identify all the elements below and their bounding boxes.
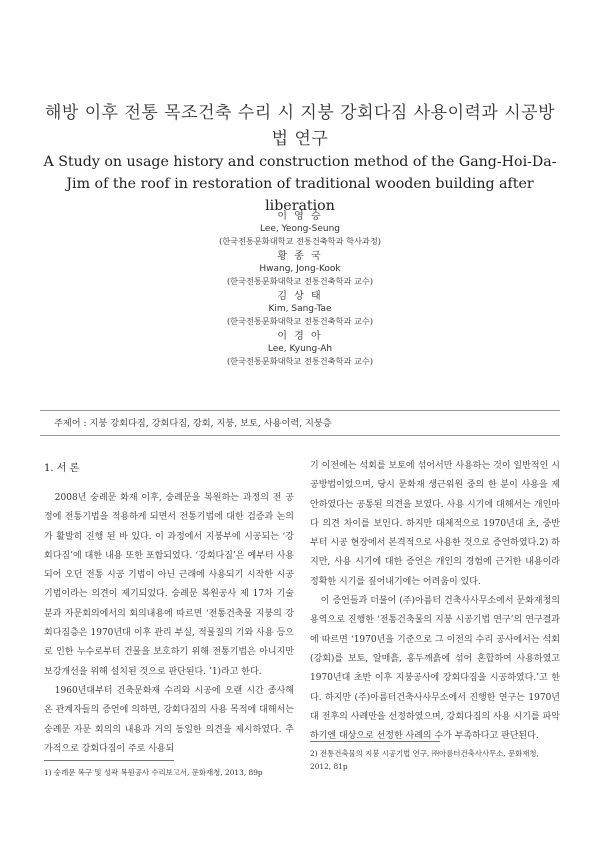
footnote-divider bbox=[310, 741, 440, 742]
author-name-english: Lee, Yeong-Seung bbox=[259, 224, 341, 234]
section-heading: 1. 서 론 bbox=[44, 463, 80, 474]
author-name-korean: 황 종 국 bbox=[277, 251, 323, 262]
keywords: 주제어 : 지붕 강회다짐, 강회다짐, 강회, 지붕, 보토, 사용이력, 지붕층 bbox=[40, 410, 560, 436]
body-paragraph: 기 이전에는 석회를 보토에 섞어서만 사용하는 것이 일반적인 시공방법이었으며, 당시 문화재 생근위원 중의 한 분이 사용을 제안하였다는 공통된 의견을 보였다. 사용 시기에 대해서는 개인마다 의견 차이를 보인다. 하지만 대체적으로 1970년대 초, 중반부터 시공 현장에서 본격적으로 사용한 것으로 증언하였다.2) 하지만, 사용 시기에 대한 증언은 개인의 경험에 근거한 내용이라 정확한 시기를 짚어내기에는 어려움이 있다. bbox=[310, 461, 560, 587]
footnote: 1) 숭례문 복구 및 성곽 복원공사 수리보고서, 문화재청, 2013, 89p bbox=[44, 768, 263, 777]
author-name-korean: 이 경 아 bbox=[277, 331, 323, 342]
author-name-korean: 이 영 승 bbox=[277, 211, 323, 222]
author-affiliation: (한국전통문화대학교 전통건축학과 교수) bbox=[226, 316, 374, 326]
author bbox=[100, 250, 500, 287]
author-name-english: Lee, Kyung-Ah bbox=[267, 344, 333, 354]
author-name-english: Kim, Sang-Tae bbox=[268, 304, 332, 314]
author bbox=[100, 210, 500, 247]
body-paragraph: 이 증언들과 더불어 (주)아름터 건축사사무소에서 문화재청의 용역으로 진행한 ‘전통건축물의 지붕 시공기법 연구’의 연구결과에 따르면 ‘1970년을 기준으로 그 이전의 수리 공사에서는 석회(강회)를 보토, 알매흙, 홍두깨흙에 섞어 혼합하여 사용하였고 1970년대 초반 이후 지붕공사에 강회다짐을 시공하였다.’고 한다. 하지만 (주)아름터건축사사무소에서 진행한 연구는 1970년대 전후의 사례만을 선정하였으며, 강회다짐의 사용 시기를 파악하기엔 대상으로 선정한 사례의 수가 부족하다고 판단된다. bbox=[310, 596, 560, 742]
author-affiliation: (한국전통문화대학교 전통건축학과 학사과정) bbox=[219, 236, 381, 246]
korean-title: 해방 이후 전통 목조건축 수리 시 지붕 강회다짐 사용이력과 시공방법 연구 bbox=[44, 103, 556, 149]
author bbox=[100, 290, 500, 327]
body-paragraph: 2008년 숭례문 화재 이후, 숭례문을 복원하는 과정의 전 공정에 전통기법을 적용하게 되면서 전통기법에 대한 검증과 논의가 활발히 진행 된 바 있다. 이 과정에서 지붕부에 시공되는 ‘강회다짐’에 대한 내용 또한 포함되었다. ‘강회다짐’은 예부터 사용되어 오던 전통 시공 기법이 아닌 근래에 사용되기 시작한 시공기법이라는 의견이 제기되었다. 숭례문 복원공사 제 17차 기술분과 자문회의에서의 회의내용에 따르면 ‘전통건축물 지붕의 강회다짐층은 1970년대 이후 관리 부실, 적물질의 기와 사용 등으로 인한 누수로부터 건물을 보호하기 위해 전통기법은 아니지만 보강개선을 위해 설치된 것으로 판단된다. ’1)라고 한다. bbox=[44, 493, 294, 677]
left-column bbox=[44, 461, 294, 759]
author bbox=[100, 330, 500, 367]
footnote: 2) 전통건축물의 지붕 시공기법 연구, ㈜아름터건축사사무소, 문화재청, 2012, 81p bbox=[310, 749, 539, 771]
author-list bbox=[100, 210, 500, 370]
body-paragraph: 1960년대부터 건축문화재 수리와 시공에 오랜 시간 종사해온 관계자들의 증언에 의하면, 강회다짐의 사용 목적에 대해서는 숭례문 자문 회의의 내용과 거의 동일한 의견을 제시하였다. 추가적으로 강회다짐이 주로 사용되 bbox=[44, 685, 294, 754]
author-name-korean: 김 상 태 bbox=[277, 291, 323, 302]
author-affiliation: (한국전통문화대학교 전통건축학과 교수) bbox=[226, 356, 374, 366]
footnote-divider bbox=[44, 760, 174, 761]
author-name-english: Hwang, Jong-Kook bbox=[259, 264, 341, 274]
right-column bbox=[310, 457, 560, 746]
author-affiliation: (한국전통문화대학교 전통건축학과 교수) bbox=[226, 276, 374, 286]
english-title: A Study on usage history and construction method of the Gang-Hoi-Da-Jim of the roof in restoration of traditional wooden building after liberation bbox=[43, 154, 557, 214]
